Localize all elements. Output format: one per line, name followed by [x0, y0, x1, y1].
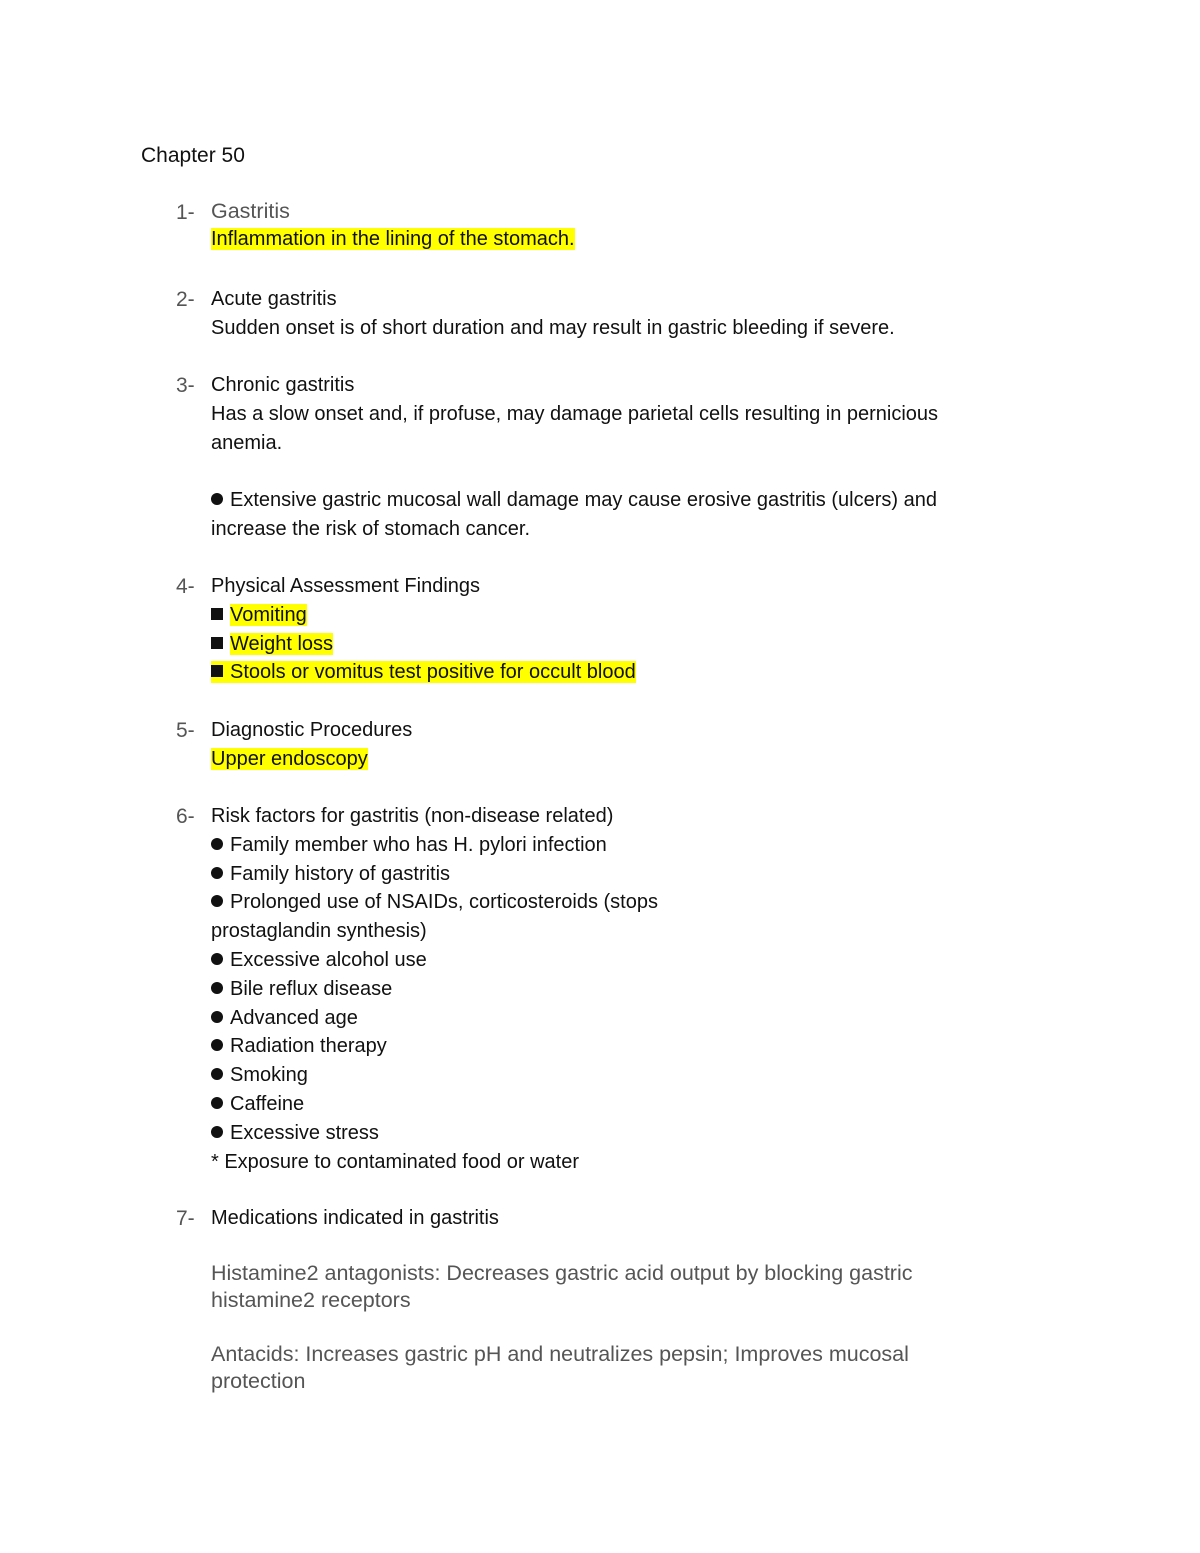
- section-heading: Chronic gastritis: [211, 374, 355, 396]
- section-number: 3-: [176, 374, 195, 397]
- bullet-icon: [211, 1011, 223, 1023]
- section-heading: Diagnostic Procedures: [211, 719, 413, 741]
- list-item: Excessive alcohol use: [211, 946, 1011, 975]
- list-item: Caffeine: [211, 1090, 1011, 1119]
- bullet-icon: [211, 1039, 223, 1051]
- section-body: [211, 285, 1011, 343]
- list-item: Weight loss: [211, 630, 1011, 659]
- list-item: Family member who has H. pylori infection: [211, 831, 1011, 860]
- chronic-note-line1: Extensive gastric mucosal wall damage may cause erosive gastritis (ulcers) and: [211, 486, 1011, 515]
- acute-description: Sudden onset is of short duration and may result in gastric bleeding if severe.: [211, 316, 895, 339]
- gastritis-definition: Inflammation in the lining of the stomach.: [211, 228, 575, 250]
- section-number: 6-: [176, 805, 195, 828]
- list-item: Excessive stress: [211, 1119, 1011, 1148]
- section-number: 7-: [176, 1207, 195, 1230]
- procedure-text: Upper endoscopy: [211, 747, 368, 770]
- list-item: Vomiting: [211, 601, 1011, 630]
- bullet-icon: [211, 867, 223, 879]
- bullet-icon: [211, 895, 223, 907]
- list-item: Bile reflux disease: [211, 975, 1011, 1004]
- bullet-icon: [211, 953, 223, 965]
- section-body: [211, 572, 1011, 687]
- section-number: 4-: [176, 575, 195, 598]
- list-item: Advanced age: [211, 1004, 1011, 1033]
- section-number: 1-: [176, 201, 195, 224]
- section-body: [211, 802, 1011, 1176]
- medication-antacids: Antacids: Increases gastric pH and neutralizes pepsin; Improves mucosal protection: [211, 1341, 909, 1393]
- bullet-icon: [211, 1126, 223, 1138]
- bullet-icon: [211, 1097, 223, 1109]
- list-item: Smoking: [211, 1061, 1011, 1090]
- chronic-note-line2: increase the risk of stomach cancer.: [211, 517, 531, 540]
- section-body: [211, 371, 1011, 544]
- square-bullet-icon: [211, 608, 223, 620]
- section-body: [211, 716, 1011, 774]
- chronic-description-line2: anemia.: [211, 431, 283, 454]
- list-item-continuation: prostaglandin synthesis): [211, 920, 427, 943]
- bullet-icon: [211, 1068, 223, 1080]
- list-item: Radiation therapy: [211, 1032, 1011, 1061]
- section-body: [211, 1204, 1011, 1395]
- chapter-title: Chapter 50: [141, 144, 245, 167]
- footnote: * Exposure to contaminated food or water: [211, 1150, 579, 1173]
- list-item: Stools or vomitus test positive for occult blood: [211, 658, 1011, 687]
- section-heading: Acute gastritis: [211, 288, 337, 310]
- medication-h2-antagonists: Histamine2 antagonists: Decreases gastric acid output by blocking gastric histamine2 receptors: [211, 1260, 913, 1312]
- bullet-icon: [211, 493, 223, 505]
- square-bullet-icon: [211, 637, 223, 649]
- section-number: 2-: [176, 288, 195, 311]
- section-number: 5-: [176, 719, 195, 742]
- square-bullet-icon: [211, 665, 223, 677]
- list-item: Family history of gastritis: [211, 860, 1011, 889]
- section-heading: Risk factors for gastritis (non-disease related): [211, 805, 614, 827]
- section-body: [211, 198, 1011, 254]
- section-heading: Physical Assessment Findings: [211, 575, 481, 597]
- bullet-icon: [211, 982, 223, 994]
- section-heading: Gastritis: [211, 199, 290, 223]
- section-heading: Medications indicated in gastritis: [211, 1207, 499, 1229]
- bullet-icon: [211, 838, 223, 850]
- list-item: Prolonged use of NSAIDs, corticosteroids (stops: [211, 888, 1011, 917]
- chronic-description-line1: Has a slow onset and, if profuse, may damage parietal cells resulting in pernicious: [211, 402, 939, 425]
